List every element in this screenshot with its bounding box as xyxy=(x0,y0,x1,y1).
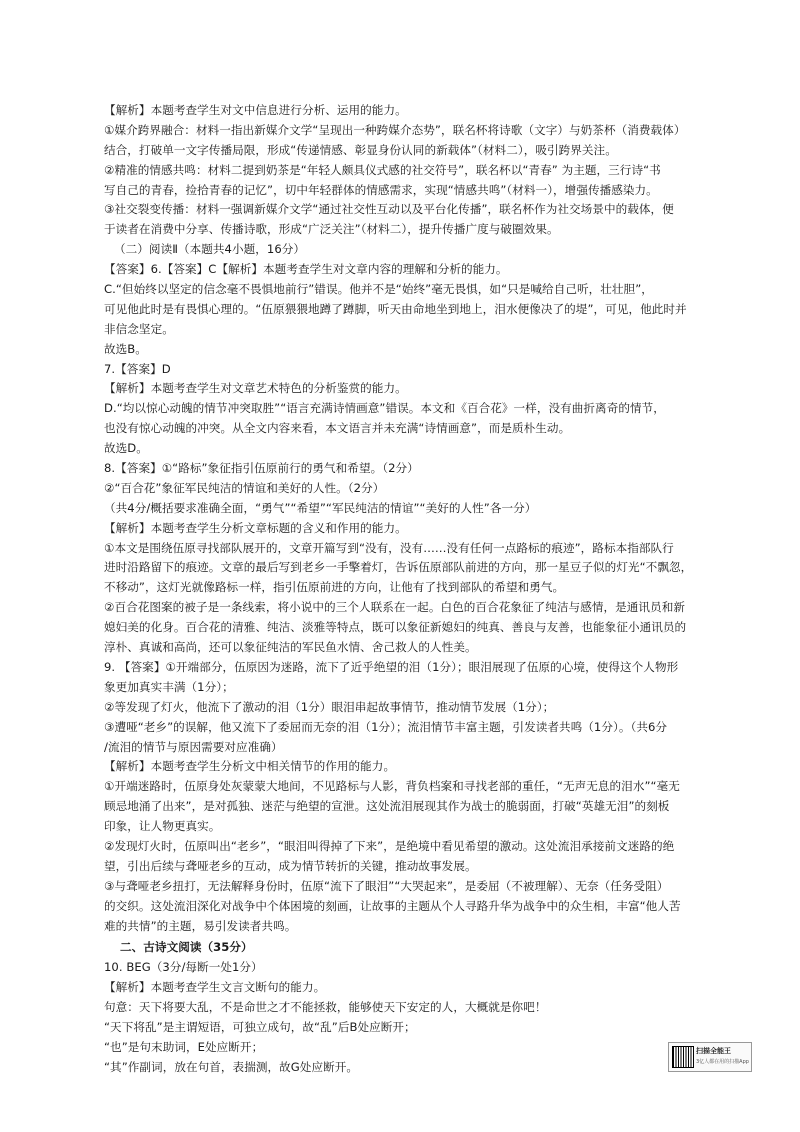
text-line: 淳朴、真诚和高尚，还可以象征纯洁的军民鱼水情、舍己救人的人性美。 xyxy=(104,640,477,655)
text-line: 结合，打破单一文字传播局限，形成“传递情感、彰显身份认同的新载体”（材料二），吸引跨界关注。 xyxy=(104,142,617,157)
text-line: 象更加真实丰满（1分）； xyxy=(104,679,234,694)
text-line: 写自己的青春，捡拾青春的记忆”，切中年轻群体的情感需求，实现“情感共鸣”（材料一），增强传播感染力。 xyxy=(104,182,658,197)
text-line: ①开端迷路时，伍原身处灰蒙蒙大地间，不见路标与人影，背负档案和寻找老部的重任，“无声无息的泪水”“毫无 xyxy=(104,779,680,794)
text-line: ②“百合花”象征军民纯洁的情谊和美好的人性。（2分） xyxy=(104,480,385,495)
text-line: 于读者在消费中分享、传播诗歌，形成“广泛关注”（材料二），提升传播广度与破圈效果。 xyxy=(104,222,559,237)
qr-code-icon xyxy=(672,1046,694,1068)
text-line: ③与聋哑老乡扭打，无法解释身份时，伍原“流下了眼泪”“大哭起来”，是委屈（不被理解）、无奈（任务受阻） xyxy=(104,878,669,893)
text-line: ③遭哑“老乡”的误解，他又流下了委屈而无奈的泪（1分）；流泪情节丰富主题，引发读者共鸣（1分）。（共6分 xyxy=(104,719,668,734)
text-line: 进时沿路留下的痕迹。文章的最后写到老乡一手擎着灯，告诉伍原部队前进的方向，那一星豆子似的灯光“不飘忽， xyxy=(104,560,693,575)
text-line: “天下将乱”是主谓短语，可独立成句，故“乱”后B处应断开； xyxy=(104,1019,416,1034)
text-line: 【解析】本题考查学生分析文中相关情节的作用的能力。 xyxy=(104,759,396,774)
text-line: 【答案】6.【答案】C【解析】本题考查学生对文章内容的理解和分析的能力。 xyxy=(104,262,508,277)
text-line: C.“但始终以坚定的信念毫不畏惧地前行”错误。他并不是“始终”毫无畏惧，如“只是喊给自己听，壮壮胆”， xyxy=(104,282,653,297)
text-line: ②等发现了灯火，他流下了激动的泪（1分）眼泪串起故事情节，推动情节发展（1分）； xyxy=(104,699,555,714)
text-line: ②精准的情感共鸣：材料二提到奶茶是“年轻人颇具仪式感的社交符号”，联名杯以“青春” 为主题，三行诗“书 xyxy=(104,162,661,177)
text-line: 望，引出后续与聋哑老乡的互动，成为情节转折的关键，推动故事发展。 xyxy=(104,858,477,873)
text-line: ②百合花图案的被子是一条线索，将小说中的三个人联系在一起。白色的百合花象征了纯洁与感情，是通讯员和新 xyxy=(104,600,685,615)
text-line: D.“均以惊心动魄的情节冲突取胜”“语言充满诗情画意”错误。本文和《百合花》一样，没有曲折离奇的情节， xyxy=(104,401,665,416)
text-line: 【解析】本题考查学生对文中信息进行分析、运用的能力。 xyxy=(104,103,407,117)
text-line: 句意：天下将要大乱，不是命世之才不能拯救，能够使天下安定的人，大概就是你吧！ xyxy=(104,1000,547,1015)
scanner-watermark xyxy=(668,1042,752,1072)
text-line: 【解析】本题考查学生分析文章标题的含义和作用的能力。 xyxy=(104,520,407,535)
text-line: 【解析】本题考查学生文言文断句的能力。 xyxy=(104,980,326,995)
text-line: 故选B。 xyxy=(104,341,147,356)
text-line: 10. BEG（3分/每断一处1分） xyxy=(104,960,263,975)
text-line: /流泪的情节与原因需要对应准确） xyxy=(104,739,283,754)
text-line: 不移动”，这灯光就像路标一样，指引伍原前进的方向，让他有了找到部队的希望和勇气。 xyxy=(104,580,565,595)
text-line: ①媒介跨界融合：材料一指出新媒介文学“呈现出一种跨媒介态势”，联名杯将诗歌（文字）与奶茶杯（消费载体） xyxy=(104,122,686,137)
text-line: （共4分/概括要求准确全面，“勇气”“希望”“军民纯洁的情谊”“美好的人性”各一分） xyxy=(104,500,537,515)
watermark-title: 扫描全能王 xyxy=(696,1047,731,1055)
text-line: 难的共情”的主题，易引发读者共鸣。 xyxy=(104,918,297,933)
text-line: 9. 【答案】①开端部分，伍原因为迷路，流下了近乎绝望的泪（1分）；眼泪展现了伍原的心境，使得这个人物形 xyxy=(104,659,679,674)
text-line: 非信念坚定。 xyxy=(104,321,174,336)
text-line: （二）阅读Ⅱ（本题共4小题，16分） xyxy=(114,242,306,257)
watermark-subtitle: 3亿人都在用的扫描App xyxy=(696,1059,749,1065)
text-line: 印象，让人物更真实。 xyxy=(104,819,221,834)
text-line: “也”是句末助词，E处应断开； xyxy=(104,1039,264,1054)
text-line: 媳妇美的化身。百合花的清雅、纯洁、淡雅等特点，既可以象征新媳妇的纯真、善良与友善，也能象征小通讯员的 xyxy=(104,620,687,635)
text-line: 【解析】本题考查学生对文章艺术特色的分析鉴赏的能力。 xyxy=(104,381,407,396)
text-line: 8.【答案】①“路标”象征指引伍原前行的勇气和希望。（2分） xyxy=(104,461,419,476)
text-line: “其”作副词，放在句首，表揣测，故G处应断开。 xyxy=(104,1059,359,1074)
text-line: 也没有惊心动魄的冲突。从全文内容来看，本文语言并未充满“诗情画意”，而是质朴生动。 xyxy=(104,421,571,436)
text-line: 顾忌地涌了出来”，是对孤独、迷茫与绝望的宣泄。这处流泪展现其作为战士的脆弱面，打破“英雄无泪”的刻板 xyxy=(104,799,670,814)
text-line: ③社交裂变传播：材料一强调新媒介文学“通过社交性互动以及平台化传播”，联名杯作为社交场景中的载体，便 xyxy=(104,202,674,217)
document-body xyxy=(104,101,736,1078)
text-line: ②发现灯火时，伍原叫出“老乡”，“眼泪叫得掉了下来”，是绝境中看见希望的激动。这处流泪承接前文迷路的绝 xyxy=(104,838,675,853)
text-line: ①本文是围绕伍原寻找部队展开的，文章开篇写到“没有，没有……没有任何一点路标的痕迹”，路标本指部队行 xyxy=(104,540,674,555)
text-line: 二、古诗文阅读（35分） xyxy=(120,940,253,955)
text-line: 可见他此时是有畏惧心理的。“伍原猥猥地蹲了蹲脚，听天由命地坐到地上，泪水便像决了的堤”，可见，他此时并 xyxy=(104,301,687,316)
text-line: 的交织。这处流泪深化对战争中个体困境的刻画，让故事的主题从个人寻路升华为战争中的众生相，丰富“他人苦 xyxy=(104,898,681,913)
text-line: 7.【答案】D xyxy=(104,361,171,376)
text-line: 故选D。 xyxy=(104,441,148,456)
